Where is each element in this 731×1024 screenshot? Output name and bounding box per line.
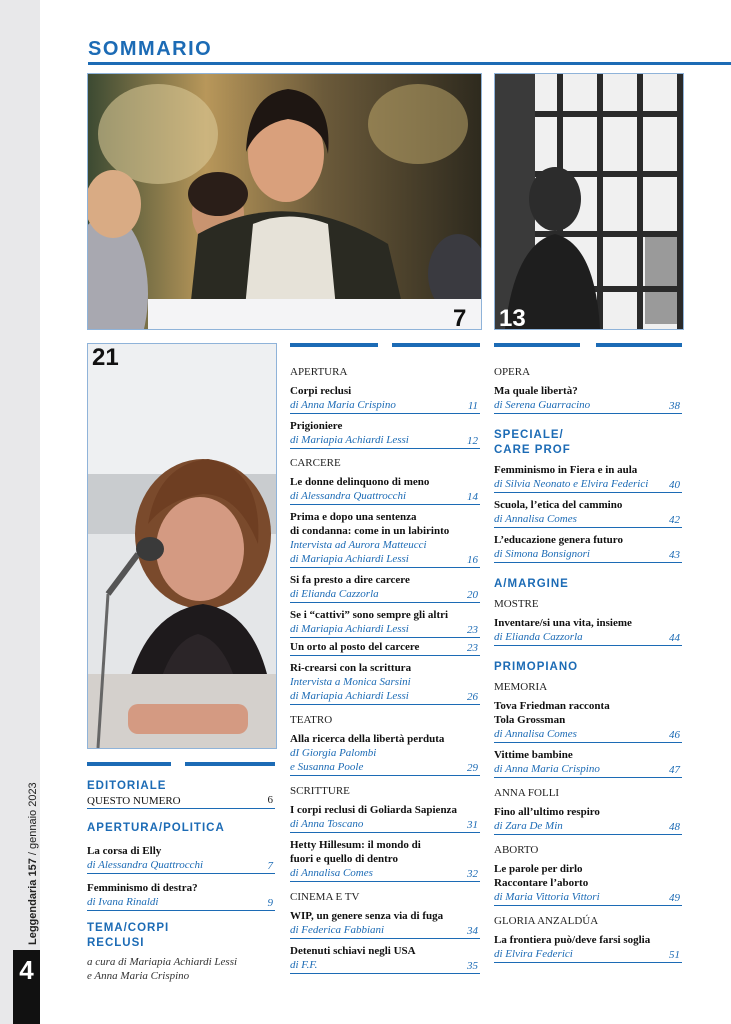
entry-author: di Mariapia Achiardi Lessi: [290, 690, 409, 702]
entry-page: 7: [267, 860, 273, 872]
toc-entry[interactable]: [87, 794, 275, 809]
entry-title: Se i “cattivi” sono sempre gli altri: [290, 609, 449, 621]
toc-entry[interactable]: [494, 699, 682, 743]
section-label: MEMORIA: [494, 681, 548, 693]
toc-entry[interactable]: [494, 498, 682, 528]
toc-entry[interactable]: [290, 732, 480, 776]
entry-page: 51: [669, 949, 680, 961]
section-label: ANNA FOLLI: [494, 787, 560, 799]
entry-title: Le parole per dirlo: [494, 863, 583, 875]
section-label: GLORIA ANZALDÚA: [494, 915, 599, 927]
magazine-issue-label: Leggendaria 157 / gennaio 2023: [27, 782, 39, 945]
toc-entry[interactable]: [290, 608, 480, 638]
entry-page: 47: [669, 764, 680, 776]
entry-author: di Elianda Cazzorla: [290, 588, 379, 600]
toc-entry[interactable]: [494, 463, 682, 493]
entry-title: Corpi reclusi: [290, 385, 352, 397]
section-heading: PRIMOPIANO: [494, 661, 579, 673]
entry-page: 9: [267, 897, 273, 909]
toc-entry[interactable]: [494, 933, 682, 963]
entry-page: 23: [467, 642, 478, 654]
section-label: TEATRO: [290, 714, 333, 726]
entry-title: Ri-crearsi con la scrittura: [290, 662, 412, 674]
entry-page: 31: [467, 819, 478, 831]
entry-author: Intervista ad Aurora Matteucci: [290, 539, 427, 551]
toc-entry[interactable]: [290, 419, 480, 449]
entry-title: Prigioniere: [290, 420, 343, 432]
entry-page: 23: [467, 624, 478, 636]
entry-title: Femminismo di destra?: [87, 882, 198, 894]
microphone-photo-image: [88, 344, 276, 748]
entry-page: 20: [467, 589, 478, 601]
entry-page: 46: [669, 729, 680, 741]
photo-woman-microphone: [87, 343, 277, 749]
entry-page: 35: [467, 960, 478, 972]
entry-title: Femminismo in Fiera e in aula: [494, 464, 638, 476]
photo-page-21: 21: [92, 344, 119, 371]
entry-page: 32: [467, 868, 478, 880]
toc-entry[interactable]: [87, 881, 275, 911]
entry-page: 34: [467, 925, 478, 937]
entry-author: di Anna Maria Crispino: [494, 763, 600, 775]
toc-entry[interactable]: [87, 844, 275, 874]
entry-title: Scuola, l’etica del cammino: [494, 499, 623, 511]
entry-author: di Elvira Federici: [494, 948, 573, 960]
section-label: ABORTO: [494, 844, 539, 856]
section-heading: APERTURA/POLITICA: [87, 822, 225, 834]
entry-title: fuori e quello di dentro: [290, 853, 398, 865]
entry-page: 40: [669, 479, 680, 491]
toc-entry[interactable]: [290, 640, 480, 656]
section-label: CARCERE: [290, 457, 341, 469]
entry-title: Alla ricerca della libertà perduta: [290, 733, 445, 745]
entry-title: Hetty Hillesum: il mondo di: [290, 839, 421, 851]
entry-author: di Anna Toscano: [290, 818, 364, 830]
section-heading: SPECIALE/: [494, 429, 564, 441]
middle-column: [290, 365, 480, 974]
entry-title: Fino all’ultimo respiro: [494, 806, 600, 818]
entry-title: Detenuti schiavi negli USA: [290, 945, 416, 957]
entry-page: 14: [467, 491, 478, 503]
entry-author: di F.F.: [290, 959, 318, 971]
entry-title: di condanna: come in un labirinto: [290, 525, 450, 537]
toc-entry[interactable]: [494, 616, 682, 646]
section-label: MOSTRE: [494, 598, 539, 610]
photo-prison-window: [494, 73, 684, 330]
entry-title: Raccontare l’aborto: [494, 877, 589, 889]
toc-entry[interactable]: [290, 944, 480, 974]
section-label: SCRITTURE: [290, 785, 350, 797]
right-column: [494, 365, 682, 963]
toc-entry[interactable]: [494, 805, 682, 835]
entry-title: Tova Friedman racconta: [494, 700, 610, 712]
entry-author: di Simona Bonsignori: [494, 548, 590, 560]
toc-entry[interactable]: [290, 909, 480, 939]
entry-author: di Ivana Rinaldi: [87, 896, 159, 908]
column-bar: [290, 343, 378, 347]
entry-page: 29: [467, 762, 478, 774]
entry-page: 44: [669, 632, 680, 644]
column-bar: [392, 343, 480, 347]
entry-title: Ma quale libertà?: [494, 385, 578, 397]
entry-page: 48: [669, 821, 680, 833]
toc-entry[interactable]: [494, 533, 682, 563]
left-column: [87, 779, 275, 983]
entry-author: di Alessandra Quattrocchi: [290, 490, 407, 502]
section-heading: A/MARGINE: [494, 578, 569, 590]
column-bar: [494, 343, 580, 347]
column-bar: [87, 762, 171, 766]
title-rule: [88, 62, 731, 65]
entry-page: 26: [467, 691, 478, 703]
entry-author: di Serena Guarracino: [494, 399, 591, 411]
toc-entry[interactable]: [290, 384, 480, 414]
entry-author: di Anna Maria Crispino: [290, 399, 396, 411]
photo-page-7: 7: [453, 305, 467, 332]
entry-author: di Maria Vittoria Vittori: [494, 891, 600, 903]
toc-entry[interactable]: [290, 510, 480, 568]
entry-title: Le donne delinquono di meno: [290, 476, 430, 488]
toc-entry[interactable]: [290, 661, 480, 705]
entry-author: Intervista a Monica Sarsini: [290, 676, 411, 688]
entry-page: 6: [267, 794, 273, 806]
entry-title: Prima e dopo una sentenza: [290, 511, 417, 523]
page-title: SOMMARIO: [88, 38, 213, 60]
toc-entry[interactable]: [494, 384, 682, 414]
page-number: 4: [19, 955, 34, 985]
toc-entry[interactable]: [290, 803, 480, 833]
entry-page: 12: [467, 435, 478, 447]
entry-title: Si fa presto a dire carcere: [290, 574, 410, 586]
section-label: CINEMA E TV: [290, 891, 360, 903]
toc-entry[interactable]: [494, 748, 682, 778]
entry-title: Tola Grossman: [494, 714, 566, 726]
entry-page: 42: [669, 514, 680, 526]
entry-author: di Alessandra Quattrocchi: [87, 859, 204, 871]
column-bar: [185, 762, 275, 766]
entry-page: 38: [669, 400, 680, 412]
curators: e Anna Maria Crispino: [87, 970, 190, 982]
photo-page-13: 13: [499, 305, 526, 332]
section-heading: EDITORIALE: [87, 780, 167, 792]
section-heading: CARE PROF: [494, 444, 571, 456]
entry-author: di Zara De Min: [494, 820, 563, 832]
section-label: APERTURA: [290, 366, 348, 378]
toc-entry[interactable]: [290, 475, 480, 505]
entry-author: dI Giorgia Palombi: [290, 747, 377, 759]
prison-window-image: [495, 74, 683, 332]
crowd-photo-image: [88, 74, 481, 332]
entry-title: La frontiera può/deve farsi soglia: [494, 934, 651, 946]
toc-entry[interactable]: [290, 838, 480, 882]
entry-title: Un orto al posto del carcere: [290, 641, 420, 653]
entry-title: WIP, un genere senza via di fuga: [290, 910, 444, 922]
entry-author: di Mariapia Achiardi Lessi: [290, 434, 409, 446]
entry-author: di Mariapia Achiardi Lessi: [290, 623, 409, 635]
section-label: OPERA: [494, 366, 531, 378]
entry-author: di Federica Fabbiani: [290, 924, 385, 936]
entry-author: di Mariapia Achiardi Lessi: [290, 553, 409, 565]
entry-page: 11: [467, 400, 478, 412]
entry-author: di Elianda Cazzorla: [494, 631, 583, 643]
column-bar: [596, 343, 682, 347]
entry-title: I corpi reclusi di Goliarda Sapienza: [290, 804, 457, 816]
entry-author: di Silvia Neonato e Elvira Federici: [494, 478, 649, 490]
entry-title: L’educazione genera futuro: [494, 534, 623, 546]
section-heading: RECLUSI: [87, 937, 145, 949]
entry-title: Inventare/si una vita, insieme: [494, 617, 632, 629]
curators: a cura di Mariapia Achiardi Lessi: [87, 956, 238, 968]
section-heading: TEMA/CORPI: [87, 922, 170, 934]
entry-page: 16: [467, 554, 478, 566]
entry-title: QUESTO NUMERO: [87, 795, 181, 807]
photo-crowd-woman: [87, 73, 482, 330]
entry-author: di Annalisa Comes: [290, 867, 373, 879]
entry-page: 49: [669, 892, 680, 904]
entry-page: 43: [669, 549, 680, 561]
entry-author: di Annalisa Comes: [494, 513, 577, 525]
entry-title: Vittime bambine: [494, 749, 573, 761]
toc-entry[interactable]: [290, 573, 480, 603]
entry-title: La corsa di Elly: [87, 845, 162, 857]
entry-author: di Annalisa Comes: [494, 728, 577, 740]
entry-author: e Susanna Poole: [290, 761, 364, 773]
toc-entry[interactable]: [494, 862, 682, 906]
